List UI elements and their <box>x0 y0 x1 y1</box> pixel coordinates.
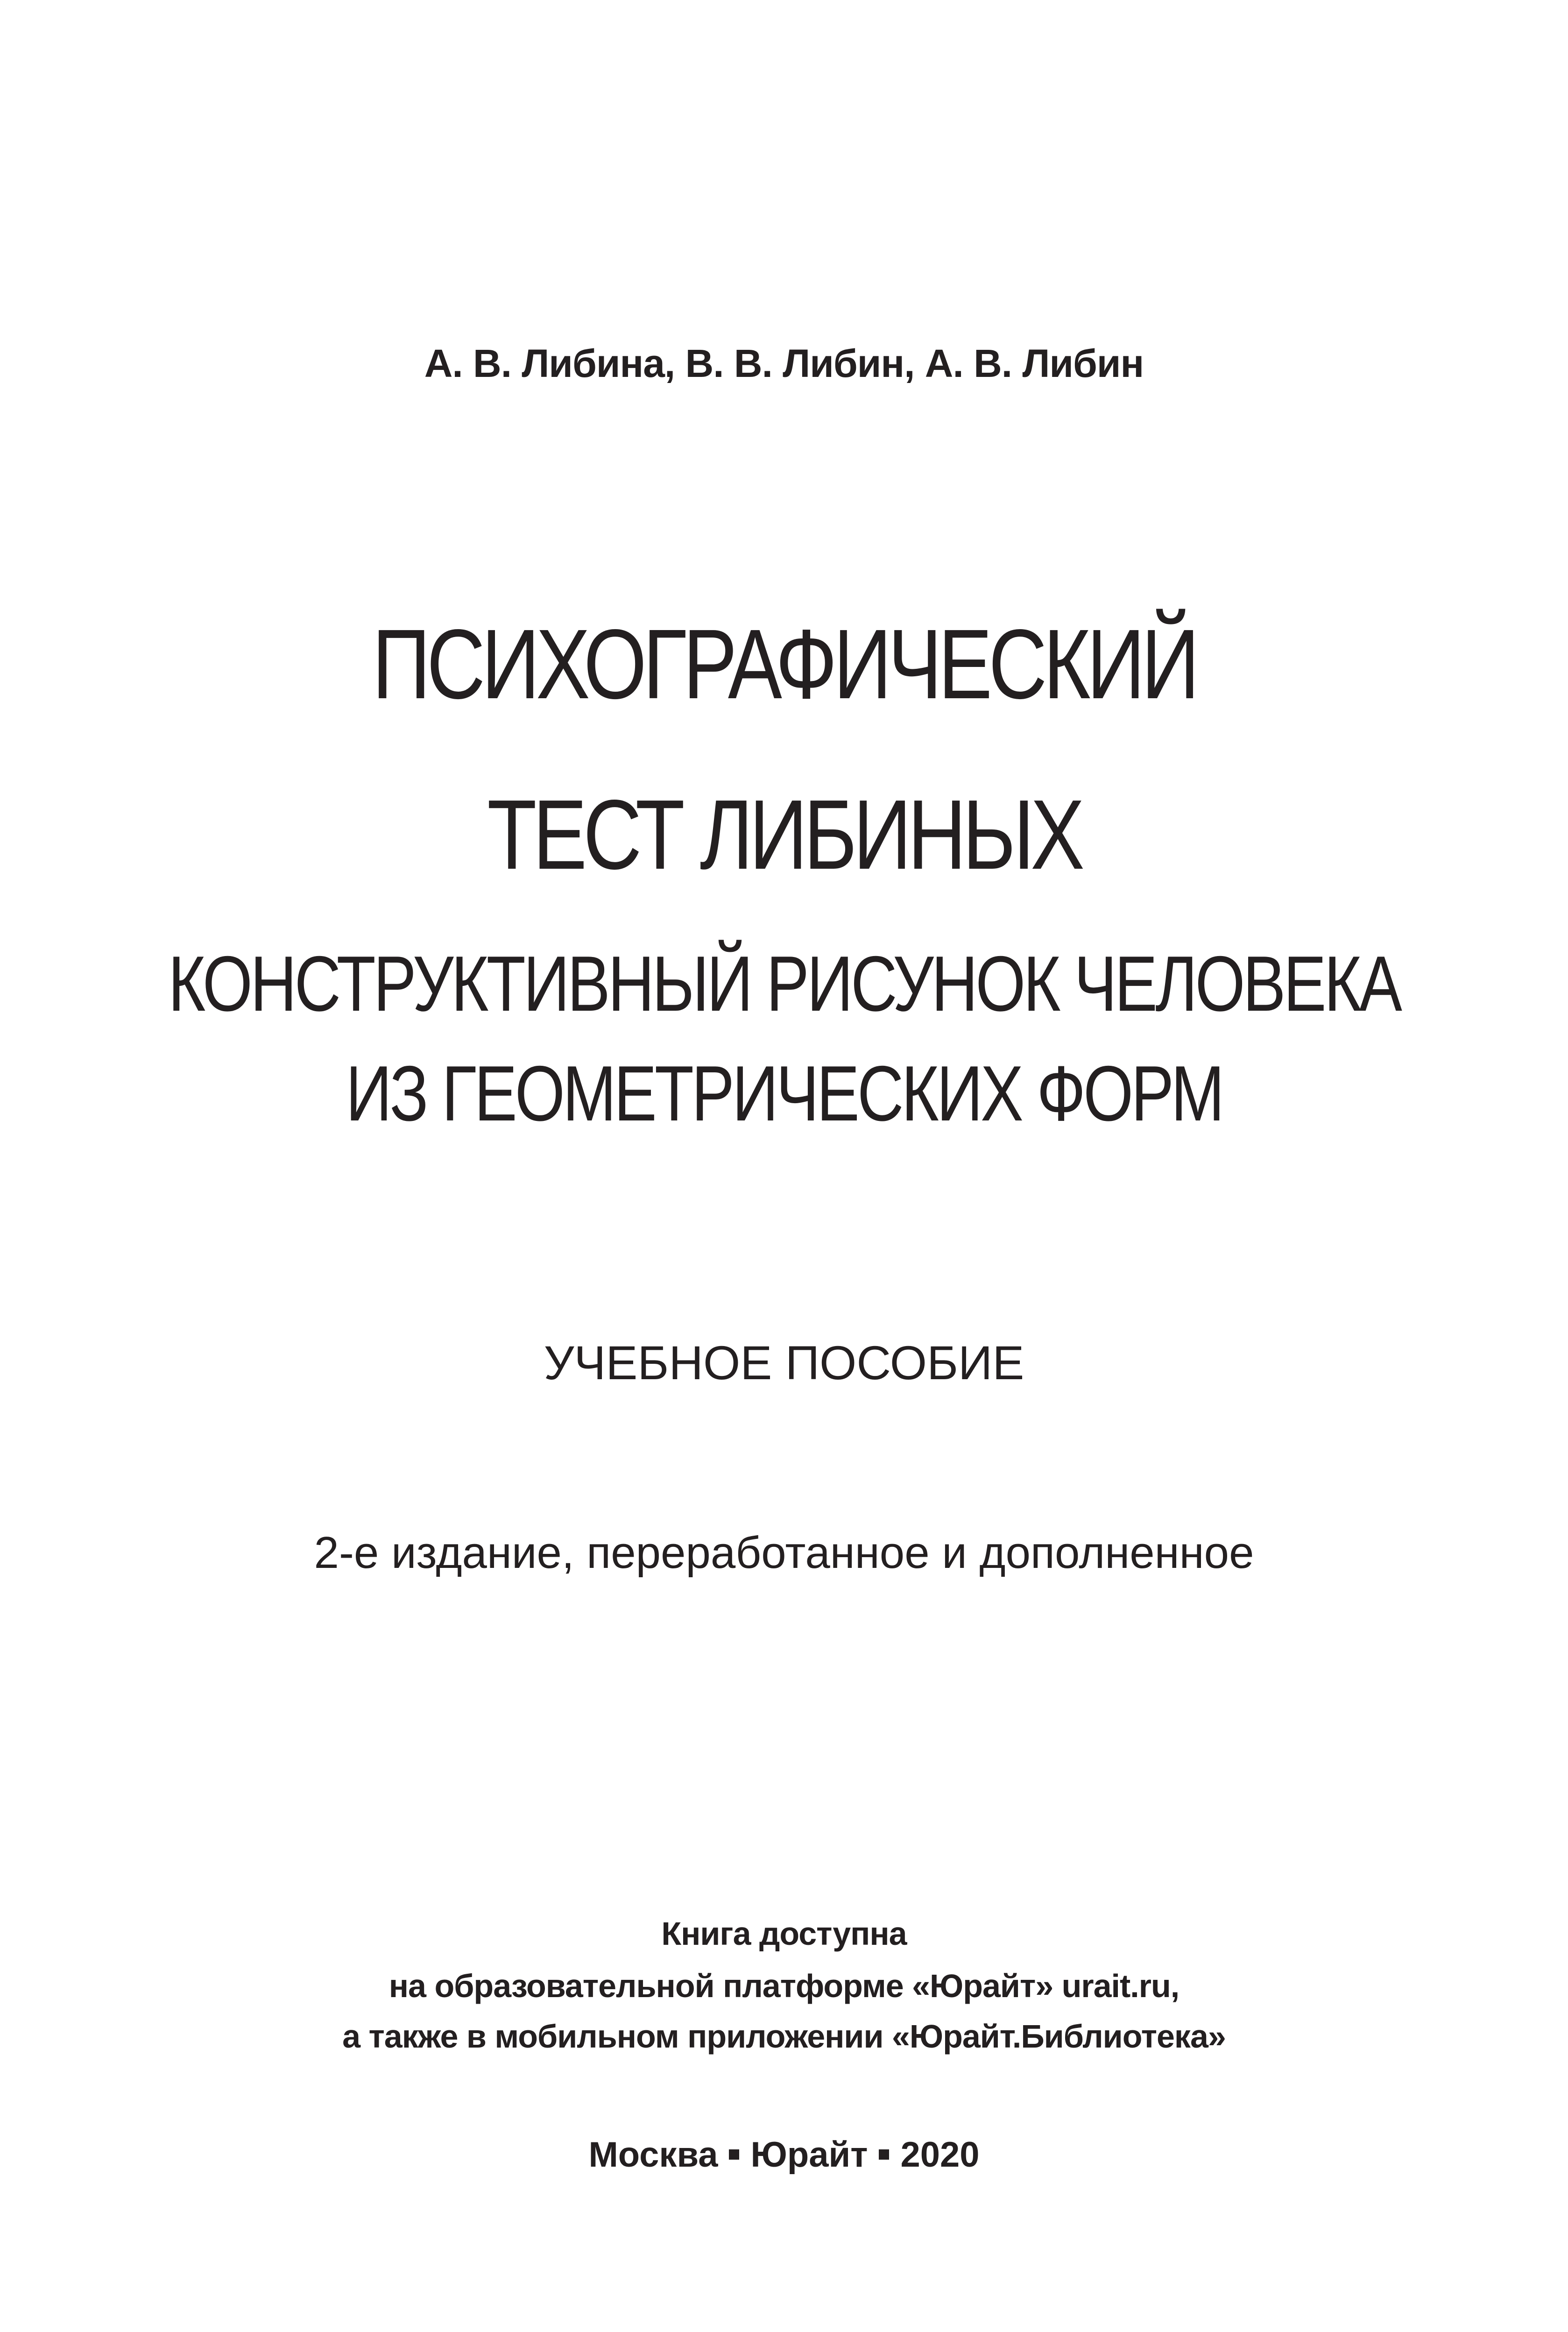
imprint-city: Москва <box>588 2135 718 2175</box>
availability-line-1: Книга доступна <box>661 1915 907 1952</box>
imprint-publisher: Юрайт <box>750 2135 868 2175</box>
square-bullet-icon <box>729 2149 739 2160</box>
authors: А. В. Либина, В. В. Либин, А. В. Либин <box>424 341 1144 385</box>
imprint <box>0 2134 1568 2175</box>
availability-line-2: на образовательной платформе «Юрайт» urait.ru, <box>388 1968 1180 2004</box>
imprint-year: 2020 <box>900 2135 980 2175</box>
book-title-line-1: ПСИХОГРАФИЧЕСКИЙ <box>372 609 1196 719</box>
book-subtitle-line-2: ИЗ ГЕОМЕТРИЧЕСКИХ ФОРМ <box>346 1049 1222 1137</box>
book-title-line-2: ТЕСТ ЛИБИНЫХ <box>487 779 1081 890</box>
book-subtitle-line-1: КОНСТРУКТИВНЫЙ РИСУНОК ЧЕЛОВЕКА <box>168 940 1400 1028</box>
document-type: УЧЕБНОЕ ПОСОБИЕ <box>544 1336 1024 1389</box>
edition-note: 2-е издание, переработанное и дополненное <box>314 1528 1254 1578</box>
availability-line-3: а также в мобильном приложении «Юрайт.Библиотека» <box>342 2018 1226 2055</box>
square-bullet-icon <box>879 2149 889 2160</box>
